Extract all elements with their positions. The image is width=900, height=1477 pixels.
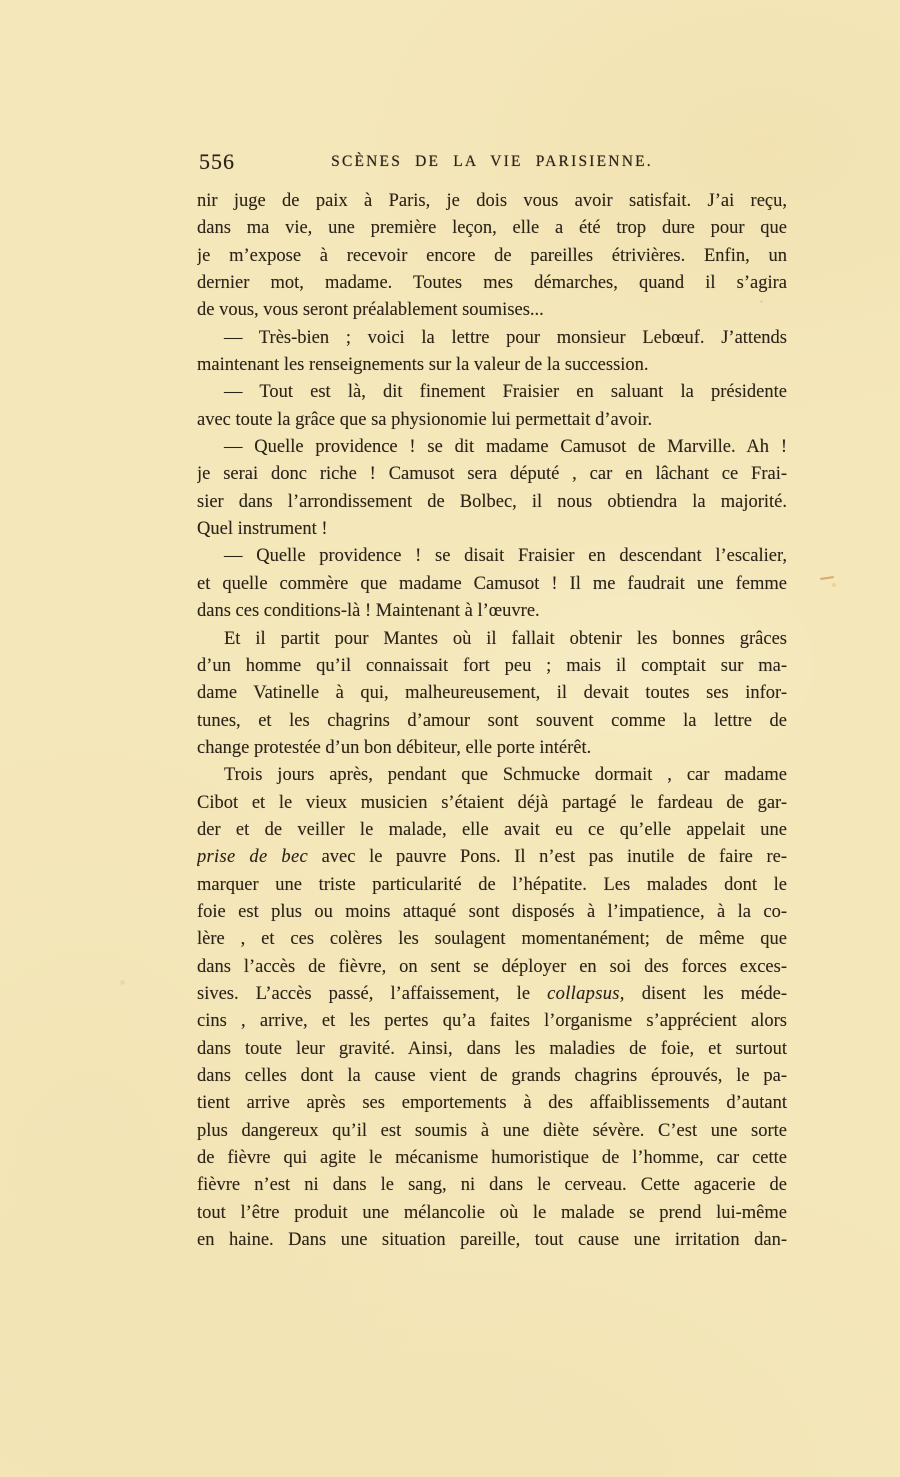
running-title: SCÈNES DE LA VIE PARISIENNE. <box>331 153 653 170</box>
text-line: lère , et ces colères les soulagent momentanément; de même que <box>197 929 787 950</box>
text-line: tient arrive après ses emportements à des affaiblissements d’autant <box>197 1093 787 1114</box>
text-line: marquer une triste particularité de l’hépatite. Les malades dont le <box>197 874 787 895</box>
paragraph-2 <box>197 325 787 380</box>
text-line: tunes, et les chagrins d’amour sont souvent comme la lettre de <box>197 710 787 731</box>
paragraph-3 <box>197 379 787 434</box>
text-line: Cibot et le vieux musicien s’étaient déjà partagé le fardeau de gar- <box>197 792 787 813</box>
paragraph-6 <box>197 626 787 763</box>
text-line: Trois jours après, pendant que Schmucke dormait , car madame <box>224 765 787 786</box>
text-block <box>197 188 787 1254</box>
text-line: fièvre n’est ni dans le sang, ni dans le cerveau. Cette agacerie de <box>197 1175 787 1196</box>
text-line: foie est plus ou moins attaqué sont disposés à l’impatience, à la co- <box>197 901 787 922</box>
text-line: dans celles dont la cause vient de grands chagrins éprouvés, le pa- <box>197 1066 787 1086</box>
text-line: change protestée d’un bon débiteur, elle porte intérêt. <box>197 737 592 758</box>
text-line: en haine. Dans une situation pareille, tout cause une irritation dan- <box>197 1230 787 1251</box>
text-line: sier dans l’arrondissement de Bolbec, il nous obtiendra la majorité. <box>197 491 787 512</box>
text-line: — Quelle providence ! se disait Fraisier en descendant l’escalier, <box>224 546 787 567</box>
text-line: plus dangereux qu’il est soumis à une diète sévère. C’est une sorte <box>197 1120 787 1141</box>
text-line: je serai donc riche ! Camusot sera député , car en lâchant ce Frai- <box>197 464 787 485</box>
text-line: dame Vatinelle à qui, malheureusement, il devait toutes ses infor- <box>197 683 787 704</box>
paper-speck <box>832 583 836 587</box>
text-line: prise de bec avec le pauvre Pons. Il n’est pas inutile de faire re- <box>197 847 787 868</box>
text-line: de fièvre qui agite le mécanisme humoristique de l’homme, car cette <box>197 1148 787 1169</box>
text-line: — Tout est là, dit finement Fraisier en saluant la présidente <box>224 382 787 403</box>
paper-speck <box>120 980 125 985</box>
text-line: tout l’être produit une mélancolie où le malade se prend lui-même <box>197 1202 787 1223</box>
paragraph-1 <box>197 188 787 325</box>
text-line: der et de veiller le malade, elle avait eu ce qu’elle appelait une <box>197 819 787 840</box>
text-line: dans ces conditions-là ! Maintenant à l’œuvre. <box>197 601 540 622</box>
text-line: de vous, vous seront préalablement soumises... <box>197 300 544 321</box>
running-head <box>197 149 787 179</box>
paragraph-7 <box>197 762 787 1254</box>
text-line: sives. L’accès passé, l’affaissement, le collapsus, disent les méde- <box>197 983 787 1004</box>
text-line: Quel instrument ! <box>197 519 328 540</box>
text-line: dans ma vie, une première leçon, elle a été trop dure pour que <box>197 218 787 239</box>
paragraph-4 <box>197 434 787 543</box>
text-line: dans l’accès de fièvre, on sent se déployer en soi des forces exces- <box>197 956 787 977</box>
page-number: 556 <box>199 149 235 174</box>
text-line: — Quelle providence ! se dit madame Camusot de Marville. Ah ! <box>224 437 787 458</box>
text-line: dernier mot, madame. Toutes mes démarches, quand il s’agira <box>197 273 787 294</box>
text-line: dans toute leur gravité. Ainsi, dans les maladies de foie, et surtout <box>197 1038 787 1059</box>
paragraph-5 <box>197 543 787 625</box>
text-line: je m’expose à recevoir encore de pareilles étrivières. Enfin, un <box>197 245 787 266</box>
text-line: cins , arrive, et les pertes qu’a faites l’organisme s’apprécient alors <box>197 1011 787 1032</box>
text-line: avec toute la grâce que sa physionomie lui permettait d’avoir. <box>197 409 653 430</box>
text-line: d’un homme qu’il connaissait fort peu ; mais il comptait sur ma- <box>197 655 787 676</box>
paper-blemish <box>820 576 834 580</box>
text-line: et quelle commère que madame Camusot ! Il me faudrait une femme <box>197 573 787 594</box>
text-line: nir juge de paix à Paris, je dois vous avoir satisfait. J’ai reçu, <box>197 191 787 211</box>
text-line: maintenant les renseignements sur la valeur de la succession. <box>197 355 649 376</box>
text-line: — Très-bien ; voici la lettre pour monsieur Lebœuf. J’attends <box>224 327 787 348</box>
text-line: Et il partit pour Mantes où il fallait obtenir les bonnes grâces <box>224 628 787 649</box>
